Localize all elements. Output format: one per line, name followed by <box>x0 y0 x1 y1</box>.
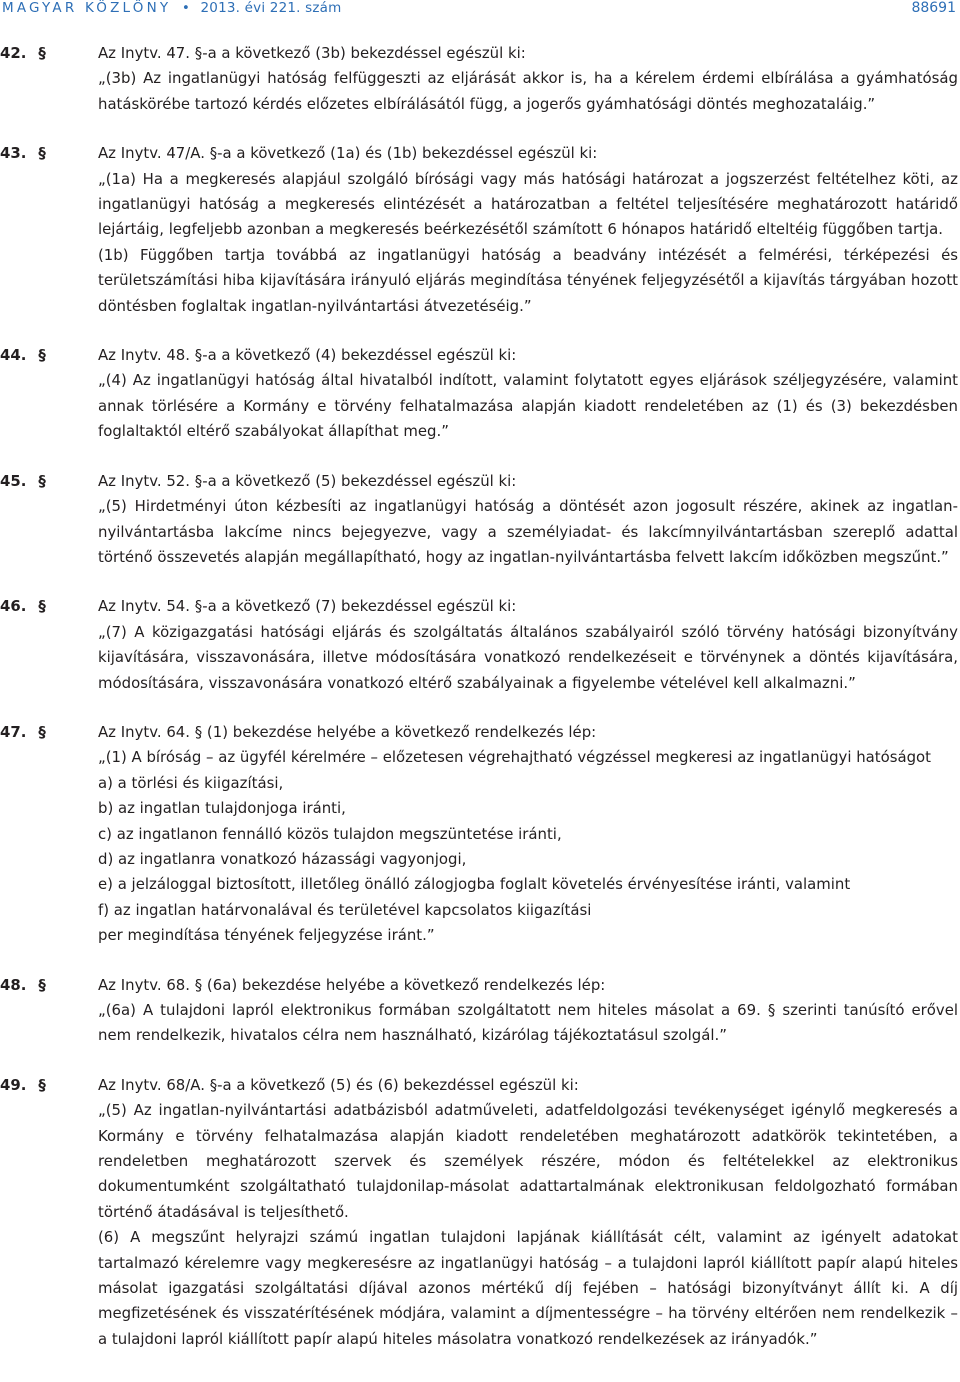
amendment-intro: Az Inytv. 68/A. §-a a következő (5) és (6) bekezdéssel egészül ki: <box>98 1075 579 1094</box>
section-48 <box>0 973 958 1049</box>
amendment-paragraph: (6) A megszűnt helyrajzi számú ingatlan tulajdoni lapjának kiállítását célt, valamint az igényelt adatokat tartalmazó kérelemre vagy megkeresésre az ingatlanügyi hatóság – a tulajdoni lapról kiállított papír alapú hiteles másolat igazgatási szolgáltatási díjával azonos mértékű díj fejében – hatósági bizonyítványt állít ki. A díj megfizetésének és visszatérítésének módjára, valamint a díjmentességre – ha törvény eltérően nem rendelkezik – a tulajdoni lapról kiállított papír alapú hiteles másolatra vonatkozó rendelkezések az irányadók.” <box>98 1228 958 1348</box>
amendment-paragraph: „(6a) A tulajdoni lapról elektronikus formában szolgáltatott nem hiteles másolat a 69. § szerinti tanúsító erővel nem rendelkezik, hivatalos célra nem használható, kizárólag tájékoztatásul szolgál.” <box>98 1001 958 1045</box>
section-sign: § <box>38 471 46 490</box>
section-sign: § <box>38 144 46 163</box>
section-number-label: 47. <box>0 722 27 741</box>
section-49 <box>0 1073 958 1352</box>
section-sign: § <box>38 975 46 994</box>
amendment-intro: Az Inytv. 54. §-a a következő (7) bekezdéssel egészül ki: <box>98 597 517 616</box>
section-number-label: 45. <box>0 471 27 490</box>
amendment-line: a) a törlési és kiigazítási, <box>98 773 284 792</box>
section-number-label: 46. <box>0 597 27 616</box>
page-number: 88691 <box>911 0 956 16</box>
amendment-intro: Az Inytv. 68. § (6a) bekezdése helyébe a következő rendelkezés lép: <box>98 975 606 994</box>
journal-title: MAGYAR KÖZLÖNY <box>2 0 172 16</box>
amendment-line: per megindítása tényének feljegyzése iránt.” <box>98 926 435 945</box>
section-45 <box>0 469 958 571</box>
section-43 <box>0 141 958 319</box>
section-body <box>98 141 958 319</box>
amendment-paragraph: „(7) A közigazgatási hatósági eljárás és szolgáltatás általános szabályairól szóló törvény hatósági bizonyítvány kijavítására, visszavonására, illetve módosítására vonatkozó rendelkezéseit e törvénynek a döntés kijavítására, módosítására, visszavonására vonatkozó eltérő szabályainak a figyelembe vételével kell alkalmazni.” <box>98 622 958 692</box>
amendment-paragraph: „(3b) Az ingatlanügyi hatóság felfüggeszti az eljárását akkor is, ha a kérelem érdemi elbírálása a gyámhatóság hatáskörébe tartozó kérdés előzetes elbírálásától függ, a jogerős gyámhatósági döntés meghozataláig.” <box>98 69 958 113</box>
section-sign: § <box>38 346 46 365</box>
section-number <box>0 594 80 619</box>
section-47 <box>0 720 958 949</box>
header-bullet: • <box>181 0 191 16</box>
amendment-line: „(1) A bíróság – az ügyfél kérelmére – előzetesen végrehajtható végzéssel megkeresi az ingatlanügyi hatóságot <box>98 748 932 767</box>
journal-header <box>2 0 341 16</box>
section-number <box>0 973 80 998</box>
section-46 <box>0 594 958 696</box>
section-number-label: 42. <box>0 44 27 62</box>
section-44 <box>0 343 958 445</box>
section-body <box>98 1073 958 1352</box>
section-number-label: 44. <box>0 346 27 365</box>
section-body <box>98 594 958 696</box>
section-sign: § <box>38 597 46 616</box>
amendment-paragraph: „(1a) Ha a megkeresés alapjául szolgáló bírósági vagy más hatósági határozat a jogszerzést feltételhez köti, az ingatlanügyi hatóság a megkeresés elintézését a határozatban a feltétel teljesítésére meghatározott határidő lejártáig, legfeljebb azonban a megkeresés beérkezésétől számított 6 hónapos határidő elteltéig függőben tartja. <box>98 169 958 239</box>
amendment-intro: Az Inytv. 47/A. §-a a következő (1a) és (1b) bekezdéssel egészül ki: <box>98 144 598 163</box>
section-body <box>98 343 958 445</box>
amendment-paragraph: (1b) Függőben tartja továbbá az ingatlanügyi hatóság a beadvány intézését a felmérési, térképezési és területszámítási hiba kijavítására irányuló eljárás megindítása tényének feljegyzésétől a kijavítás tárgyában hozott döntésben foglaltak ingatlan-nyilvántartási átvezetéséig.” <box>98 245 958 315</box>
section-number <box>0 141 80 166</box>
section-body <box>98 720 958 949</box>
amendment-paragraph: „(4) Az ingatlanügyi hatóság által hivatalból indított, valamint folytatott egyes eljárások széljegyzésére, valamint annak törlésére a Kormány e törvény felhatalmazása alapján kiadott rendeletében az (1) és (3) bekezdésben foglaltaktól eltérő szabályokat állapíthat meg.” <box>98 371 958 441</box>
section-number-label: 48. <box>0 975 27 994</box>
issue-label: 2013. évi 221. szám <box>200 0 342 16</box>
amendment-paragraph: „(5) Hirdetményi úton kézbesíti az ingatlanügyi hatóság a döntését azon jogosult részére, akinek az ingatlan-nyilvántartásba lakcíme nincs bejegyezve, vagy a személyiadat- és lakcímnyilvántartásban szereplő adattal történő összevetés alapján megállapítható, hogy az ingatlan-nyilvántartásba felvett lakcím időközben megszűnt.” <box>98 497 958 566</box>
section-body <box>98 41 958 117</box>
amendment-intro: Az Inytv. 47. §-a a következő (3b) bekezdéssel egészül ki: <box>98 44 526 62</box>
section-number <box>0 343 80 368</box>
section-number <box>0 720 80 745</box>
section-body <box>98 469 958 571</box>
amendment-line: c) az ingatlanon fennálló közös tulajdon megszüntetése iránti, <box>98 824 562 843</box>
amendment-intro: Az Inytv. 64. § (1) bekezdése helyébe a következő rendelkezés lép: <box>98 722 597 741</box>
amendment-line: e) a jelzáloggal biztosított, illetőleg önálló zálogjogba foglalt követelés érvényesítése iránti, valamint <box>98 875 851 894</box>
section-sign: § <box>38 44 46 62</box>
amendment-paragraph: „(5) Az ingatlan-nyilvántartási adatbázisból adatműveleti, adatfeldolgozási tevékenységet igénylő megkeresés a Kormány e törvény felhatalmazása alapján kiadott rendeletében meghatározott adatkörök tekintetében, a rendeletben meghatározott szervek és személyek részére, módon és feltételekkel az elektronikus dokumentumként szolgáltatható tulajdonilap-másolat adattartalmának elektronikusan feldolgozható formában történő átadásával is teljesíthető. <box>98 1101 958 1221</box>
section-number <box>0 1073 80 1098</box>
amendment-line: b) az ingatlan tulajdonjoga iránti, <box>98 799 346 818</box>
section-number-label: 49. <box>0 1075 27 1094</box>
section-sign: § <box>38 1075 46 1094</box>
section-number <box>0 469 80 494</box>
document-body <box>0 41 958 1376</box>
section-42 <box>0 41 958 117</box>
section-number <box>0 41 80 66</box>
page-header <box>0 0 960 22</box>
amendment-line: d) az ingatlanra vonatkozó házassági vagyonjogi, <box>98 849 467 868</box>
section-sign: § <box>38 722 46 741</box>
section-number-label: 43. <box>0 144 27 163</box>
amendment-intro: Az Inytv. 48. §-a a következő (4) bekezdéssel egészül ki: <box>98 346 517 365</box>
section-body <box>98 973 958 1049</box>
amendment-line: f) az ingatlan határvonalával és területével kapcsolatos kiigazítási <box>98 900 592 919</box>
amendment-intro: Az Inytv. 52. §-a a következő (5) bekezdéssel egészül ki: <box>98 471 517 490</box>
